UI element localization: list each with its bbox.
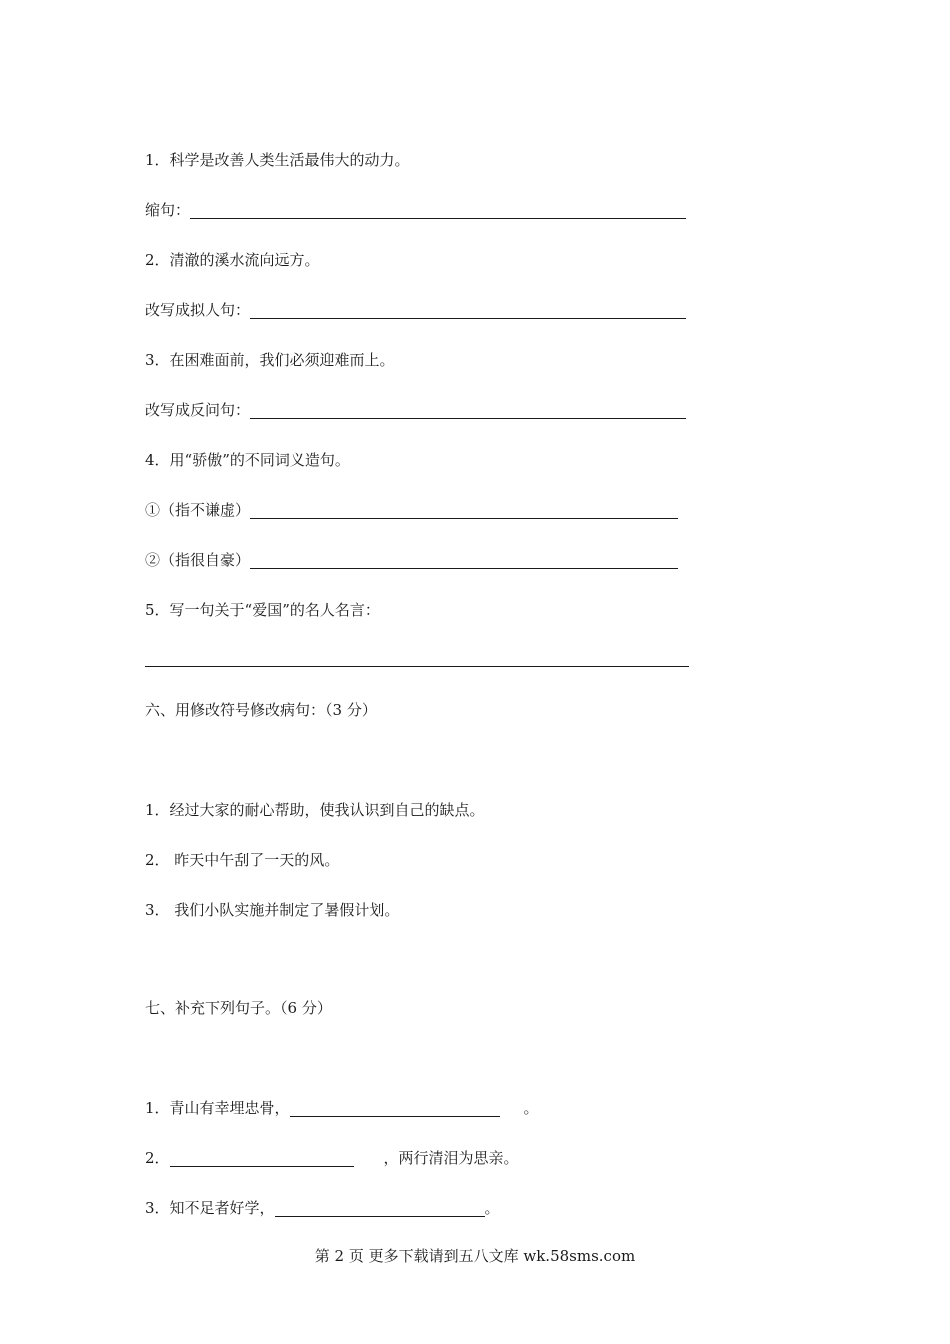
- fill-in-prefix: 2．: [145, 1149, 170, 1167]
- fill-in-suffix: ，两行清泪为思亲。: [383, 1149, 519, 1167]
- answer-label: ①（指不谦虚）: [145, 501, 251, 519]
- answer-blank[interactable]: [250, 302, 686, 319]
- fill-in-suffix: 。: [523, 1099, 539, 1117]
- fill-in-1: [145, 1098, 539, 1118]
- sentence-text: 3． 我们小队实施并制定了暑假计划。: [145, 901, 400, 919]
- question-4-item-2: [145, 550, 678, 570]
- fill-in-suffix: 。: [484, 1199, 500, 1217]
- section-7-heading: [145, 998, 332, 1018]
- answer-blank[interactable]: [250, 552, 678, 569]
- section-6-heading: [145, 700, 377, 720]
- section-heading: 七、补充下列句子。（6 分）: [145, 999, 332, 1017]
- question-2-text: [145, 250, 320, 270]
- question-text: 3．在困难面前，我们必须迎难而上。: [145, 351, 395, 369]
- question-1-answer: [145, 200, 686, 220]
- question-text: 5．写一句关于“爱国”的名人名言：: [145, 601, 380, 619]
- answer-blank[interactable]: [250, 502, 678, 519]
- answer-label: ②（指很自豪）: [145, 551, 251, 569]
- sentence-item: [145, 900, 399, 920]
- answer-label: 缩句：: [145, 201, 191, 219]
- question-4-item-1: [145, 500, 678, 520]
- question-text: 1．科学是改善人类生活最伟大的动力。: [145, 151, 410, 169]
- answer-blank[interactable]: [275, 1200, 485, 1217]
- answer-label: 改写成拟人句：: [145, 301, 251, 319]
- question-5-answer: [145, 650, 689, 668]
- page-footer: 第 2 页 更多下载请到五八文库 wk.58sms.com: [314, 1247, 636, 1265]
- sentence-text: 1．经过大家的耐心帮助，使我认识到自己的缺点。: [145, 801, 485, 819]
- answer-blank[interactable]: [190, 202, 686, 219]
- answer-blank[interactable]: [170, 1150, 354, 1167]
- sentence-item: [145, 800, 485, 820]
- answer-blank[interactable]: [250, 402, 686, 419]
- answer-blank[interactable]: [145, 650, 689, 667]
- question-3-text: [145, 350, 395, 370]
- question-4-text: [145, 450, 350, 470]
- sentence-item: [145, 850, 339, 870]
- question-3-answer: [145, 400, 686, 420]
- section-heading: 六、用修改符号修改病句：（3 分）: [145, 701, 377, 719]
- question-text: 2．清澈的溪水流向远方。: [145, 251, 320, 269]
- fill-in-2: [145, 1148, 519, 1168]
- fill-in-prefix: 3．知不足者好学，: [145, 1199, 275, 1217]
- fill-in-3: [145, 1198, 500, 1218]
- question-5-text: [145, 600, 380, 620]
- sentence-text: 2． 昨天中午刮了一天的风。: [145, 851, 340, 869]
- question-text: 4．用“骄傲”的不同词义造句。: [145, 451, 350, 469]
- answer-blank[interactable]: [290, 1100, 500, 1117]
- fill-in-prefix: 1．青山有幸埋忠骨，: [145, 1099, 290, 1117]
- question-2-answer: [145, 300, 686, 320]
- answer-label: 改写成反问句：: [145, 401, 251, 419]
- question-1-text: [145, 150, 410, 170]
